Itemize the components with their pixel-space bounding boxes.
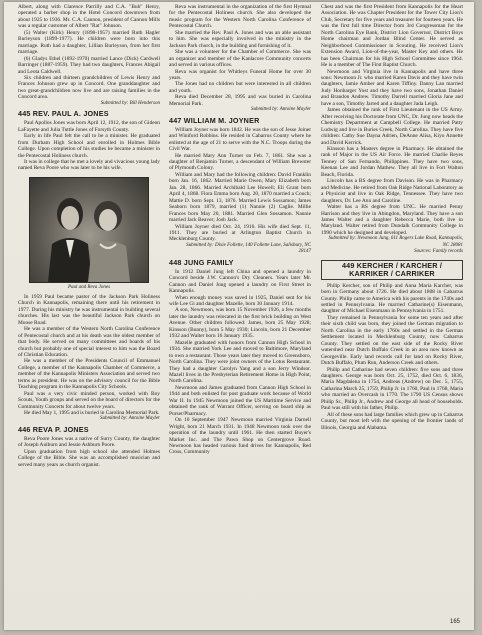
submitted-by: Submitted by: Dixie Follette, 140 Follette Lane, Salisbury, NC 28147 bbox=[186, 242, 311, 255]
paragraph: Newmoon and Virginia live in Kannapolis and have three sons: Newmoon Jr. who married Karen Davis and they have twin daughters, Jamie Amber and Karen Tiffiny. Danny Lan married Judy Honbarger Yost and they have two sons, Jonathan Daniel and Brandon Andrew. Timothy Darrell married Gloria Jane and have a son, Timothy Jarred and a daughter Jada Leigh. bbox=[321, 68, 463, 107]
photo-caption: Paul and Reva Jones bbox=[67, 284, 111, 290]
submitted-by: Submitted by: Antoine Mayler bbox=[250, 107, 311, 113]
paragraph: Kinsson has a Masters degree in Pharmacy. He obtained the rank of Major in the US Air Force. He married Charlie Reyes Tenney of San Fernando, Philippines. They have two sons, Keenan Lee and Jordan Mathew. They all live in Fort Walton Beach, Florida. bbox=[321, 145, 463, 178]
paragraph: Chest and was the first President from Kannapolis for the Heart Association. He was Chapter President for the Tower City Lion's Club, Secretary for five years and treasurer for fourteen years. He was the first full time Director from 3rd Congressman for the North Carolina Eye Bank, District Lion Governor, District Boys Home chairman and Jordan Blind Center. He served as Neighborhood Commissioner in Scouting. He received Lion's Extension Award, Lion-of-the-year, Master Key and others. He has been Chairman for his High School Committee since 1964. He is a member of The First Baptist Church. bbox=[321, 4, 463, 69]
paragraph: (5) Walter (Kirk) Henry (1898-1957) married Ruth Hagler Burleyson (1899-1977). He children were born into this marriage. Ruth had a daughter, Lillian Burleyson, from her first marriage. bbox=[18, 29, 160, 56]
paragraph: He married Mary Ann Turner on Feb. 7, 1861. She was a daughter of Benjamin Turner, a descendant of William Brewster of Plymouth Colony. bbox=[169, 152, 311, 172]
paragraph: On 10 September 1947 Newmoon married Virginia Darnell Wright, born 21 March 1931. In 1948 Newmoon took over the operation of the laundry until 1961. He then started Buyer's Market Inc. and The Pawn Shop on Centergrove Road. Newmoon has headed various fund drives for Kannapolis, Red Cross, Community bbox=[169, 417, 311, 456]
paragraph: Paul Apollos Jones was born April 12, 1912, the son of Gideon LaFayette and Julia Tuttle Jones of Forsyth County. bbox=[18, 120, 160, 133]
paragraph: In 1912 Daniel Jung left China and opened a laundry in Concord beside J.W. Cannon's Dry Cleaners. Years later Mr. Cannon and Daniel Jung opened a laundry on First Street in Kannapolis. bbox=[169, 268, 311, 295]
column-2 bbox=[169, 4, 311, 456]
paragraph: It was in college that he met a lovely and vivacious young lady named Reva Poore who was later to be his wife. bbox=[18, 158, 160, 172]
submitted-by: Submitted by: Newmoon Jung, 611 Rogers Lake Road, Kannapolis, NC 28081 bbox=[328, 236, 463, 248]
paragraph: Mazelle graduated with honors from Cannon High School in 1934. She married York Lee and moved to Baltimore, Maryland to own a restaurant. Those years later they moved to Greensboro, North Carolina. They were joint owners of the Lotus Restaurant. They had a daughter Carolyn Yang and a son Jerry Windsor. Mazell lives in the Presbyterian Retirement Home in High Point, North Carolina. bbox=[169, 339, 311, 385]
paragraph: Lincoln has a BS degree from Davison. He was in Pharmacy and Medicine. He retired from Oak Ridge National Laboratory as a Physicist and live in Oak Ridge, Tennessee. They have two daughters, Dr. Lee Ann and Caroline. bbox=[321, 178, 463, 204]
entry-heading-449: 449 KERCHER / KARCHER / KARRIKER / CARRIKER bbox=[321, 260, 463, 280]
paragraph: A son, Newmoon, was born 15 November 1926, a few months later the laundry was relocated in the first brick building on West Avenue. Other children followed: James, born 25 May 1928; Kinsson (Bunny), born 5 May 1930; Lincoln, born 21 December 1932 and Walter born 16 January 1935. bbox=[169, 307, 311, 340]
paragraph: Newmoon and James graduated from Cannon High School in 1944 and both enlisted for post graduate work because of World War II. In 1945 Newmoon joined the US Maritime Service and obtained the rank of Warrant Officer, serving on board ship as Purser/Pharmacy. bbox=[169, 384, 311, 417]
paragraph: Reva was instrumental in the organization of the first Hymnal for the Pentecostal Holiness church. She also developed the music program for the Western North Carolina Conference of Pentecostal Church. bbox=[169, 4, 311, 30]
entry-heading-447: 447 WILLIAM M. JOYNER bbox=[169, 115, 260, 125]
portrait-photo bbox=[29, 177, 149, 283]
entry-heading-445: 445 REV. PAUL A. JONES bbox=[18, 109, 109, 119]
paragraph: She married the Rev. Paul A. Jones and was an able assistant to him. She was especially involved in the ministry in the Jackson Park church, in the building and furnishing of it. bbox=[169, 29, 311, 49]
column-1 bbox=[18, 4, 160, 468]
paragraph: Philip and Catharine had seven children: five sons and three daughters. George was born Oct. 25, 1752, died Oct. 6, 1836, Maria Magdalena in 1754, Andreas (Andrew) on Dec. 5, 1755, Catharina March 25, 1759, Philip Jr. in 1760, Paul in 1768, Maria who married an Overcash in 1770. The 1790 US Census shows Philip Sr., Philip Jr., Andrew and George all head of households. Paul was still with his father, Philip. bbox=[321, 366, 463, 412]
entry-heading-446: 446 REVA P. JONES bbox=[18, 424, 89, 434]
paragraph: Walter has a BS degree from UNC. He married Penny Harrison and they live in Abingdon, Maryland. They have a son James Walter and a daughter Rebecca Marie, both live in Maryland. Walter retired from Dundalk Community College in 1990 which he designed and developed. bbox=[321, 204, 463, 236]
paragraph: When enough money was saved in 1925, Daniel sent for his wife Lee Gi and daughter Mazelle, born 30 January 1914. bbox=[169, 294, 311, 308]
paragraph: Philip Kercher, son of Philip and Anna Maria Karcher, was born in Germany about 1726. He died about 1808 in Cabarrus County. Philip came to America with his parents in the 1740s and settled in Pennsylvania. He married Catharine(s) Eisenmann, daughter of Michael Eisenmann in Pennsylvania in 1751. bbox=[321, 282, 463, 315]
portrait-figures bbox=[30, 178, 148, 282]
paragraph: He died May 1, 1995 and is buried in Carolina Memorial Park. bbox=[24, 410, 160, 417]
paragraph: All of these sons had large families which grew up in Cabarrus County, but most left with the opening of the frontier lands of Illinois, Georgia and Alabama. bbox=[321, 411, 463, 431]
paragraph: Albert, along with Clarence Parrilly and C.A. "Bub" Henry, operated a barber shop in the Hotel Concord downtown from about 1925 to 1936. Mr. C.A. Cannon, president of Cannon Mills was a regular customer of Albert "Rat" Johnson. bbox=[18, 4, 160, 30]
paragraph: Paul was a very civic minded person, worked with Boy Scouts, Youth groups and served on the board of directors for the Community Concerts for about twelve years. bbox=[18, 390, 160, 410]
paragraph: In 1959 Paul became pastor of the Jackson Park Holiness Church in Kannapolis, remaining there until his retirement in 1977. During his ministry he was instrumental in building several churches. His last was the beautiful Jackson Park church on Moose Road. bbox=[18, 293, 160, 326]
paragraph: Reva Poore Jones was a native of Surry County, the daughter of Joseph Aulburn and Jessie Ashburn Poore. bbox=[18, 435, 160, 449]
paragraph: The Jones had no children but were interested in all children and youth. bbox=[169, 81, 311, 94]
submitted-by: Submitted by: Antoine Mayler bbox=[99, 416, 160, 422]
paragraph: He was a member of the Western North Carolina Conference of Pentecostal church and at his death was the oldest member of that body. He served on many committees and boards of his church but probably one of special interest to him was the Board of Christian Education. bbox=[18, 326, 160, 358]
paragraph: Reva died December 28, 1995 and was buried in Carolina Memorial Park. bbox=[169, 94, 311, 107]
sources-note: Sources: Family records bbox=[414, 249, 463, 255]
paragraph: He was a member of the Presidents Council of Emmanuel College, a member of the Kannapolis Chamber of Commerce, a member of the Kannapolis Ministers Association and served two terms as president. He was on the advisory council for the Bible Teaching program in the Kannapolis City Schools. bbox=[18, 358, 160, 391]
column-3 bbox=[321, 4, 463, 431]
entry-heading-448: 448 JUNG FAMILY bbox=[169, 257, 234, 267]
page-number: 165 bbox=[449, 619, 460, 625]
book-page bbox=[4, 2, 474, 630]
paragraph: William Joyner died Oct. 24, 1916. His wife died Sept. 11, 1911. They are buried at Arlington Baptist Church in Mecklenburg County. bbox=[169, 223, 311, 243]
submitted-by: Submitted by: Bill Henderson bbox=[100, 100, 160, 106]
paragraph: Reva was organist for Whitleys Funeral Home for over 30 years. bbox=[169, 68, 311, 81]
paragraph: They remained in Pennsylvania for some ten years and after their sixth child was born, they joined the German migration to North Carolina in the early 1760s and settled in the German Settlement located in Mecklenburg County, now Cabarrus County. They settled on the east side of the Rocky River watershed near Dutch Buffalo Creek in an area now known as Georgeville. Early land records call for land on Rocky River, Dutch Buffalo, Plum Run, Anderson Creek and others. bbox=[321, 314, 463, 367]
paragraph: James obtained the rank of First Lieutenant in the US Army. After receiving his Doctorate from UNC, Dr. Jung now heads the Chemistry Department at Campbell College. He married Patty Ludwig and live in Buries Creek, North Carolina. They have five children: Cathy Sue Dayna Adrien, DeAnne Alisa, Kiyo Annette and David Kerrick. bbox=[321, 107, 463, 146]
paragraph: William and Mary had the following children: David Franklin born Jan. 16, 1862. Married Marie Owen; Mary Elizabeth born Jan. 28, 1866. Married Archibald Lee Howell; Eli Grant born April 4, 1868. Flora Emma born Aug. 20, 1870 married a Couch; Mattie D. born Sept. 13, 1876. Married Lewis Sossamon; James Seaborn born 1879, married (1) Nannie (2) Caglie. Millie Frances born May 20, 1881. Married Glen Sossamon. Nannie married Jack Beaver; Josh Jack. bbox=[169, 171, 311, 224]
paragraph: Upon graduation from high school she attended Holmes College of the Bible. She was an accomplished musician and served many years as church organist. bbox=[18, 448, 160, 468]
paragraph: (6) Gladys Ethel (1892-1970) married Lance (Dick) Cardwell Barringer (1887-1959). They had two daughters, Frances Abigail and Leota Caldwell. bbox=[18, 55, 160, 75]
paragraph: She was a volunteer for the Chamber of Commerce. She was an organizer and member of the Kanlacore Community concerts and served in various offices. bbox=[169, 49, 311, 69]
paragraph: William Joyner was born 1842. He was the son of Jesse Joiner and Winiford Robbins. He resided in Cabarrus County where he enlisted at the age of 21 to serve with the N.C. Troops during the Civil War. bbox=[169, 126, 311, 153]
paragraph: Early in life Paul felt the call to be a minister. He graduated from Durham High School and enrolled in Holmes Bible College. Upon completion of his studies he became a minister in the Pentecostal Holiness church. bbox=[18, 133, 160, 159]
paragraph: Six children and thirteen grandchildren of Lewis Henry and Frances Johnson grew up in Concord. One granddaughter and two great-grandchildren now live and are raising families in the Concord area. bbox=[18, 74, 160, 101]
